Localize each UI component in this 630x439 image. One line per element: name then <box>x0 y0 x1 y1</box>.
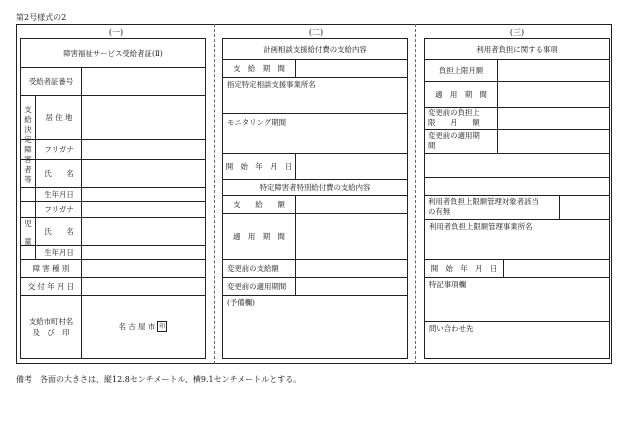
prev-applicable-period-label: 変更前の適用期間 <box>227 281 287 291</box>
issue-date-label: 交 付 年 月 日 <box>27 281 75 291</box>
recipient-number-label: 受給者証番号 <box>28 76 74 86</box>
panel-benefit-details <box>222 38 408 359</box>
furigana-label: フリガナ <box>44 144 74 154</box>
child-dob-label: 生年月日 <box>44 247 74 257</box>
prev-limit-label: 変更前の負担上 <box>428 108 480 117</box>
seal-mark: 印 <box>159 323 166 330</box>
supply-amount-label: 支 給 額 <box>233 199 285 209</box>
child-group-label: 児童 <box>24 219 32 246</box>
seal-label: 及 び 印 <box>32 327 70 337</box>
mgmt-target-label-cont: の有無 <box>428 207 451 216</box>
municipality-value: 名 古 屋 市 <box>118 322 156 331</box>
monitoring-period-label: モニタリング期間 <box>227 118 286 127</box>
panel-divider <box>214 24 215 364</box>
designated-office-label: 指定特定相談支援事業所名 <box>227 80 316 89</box>
applicable-period-label: 適 用 期 間 <box>435 89 487 99</box>
dob-label: 生年月日 <box>44 189 74 199</box>
prev-supply-amount-label: 変更前の支給額 <box>227 263 279 273</box>
prev-limit-label-cont: 限 月 額 <box>428 118 480 127</box>
footnote: 備考 各面の大きさは、縦12.8センチメートル、横9.1センチメートルとする。 <box>16 375 302 384</box>
panel-recipient-certificate <box>20 38 206 359</box>
disability-type-label: 障 害 種 別 <box>32 263 70 273</box>
monthly-limit-label: 負担上限月額 <box>438 65 484 75</box>
form-id: 第2号様式の2 <box>16 13 67 22</box>
panel-title: 計画相談支援給付費の支給内容 <box>263 44 367 54</box>
start-date-label: 開 始 年 月 日 <box>225 161 293 171</box>
applicable-period-label: 適 用 期 間 <box>233 231 285 241</box>
address-label: 居 住 地 <box>45 112 73 122</box>
special-notes-label: 特記事項欄 <box>429 280 466 289</box>
panel-title: 障害福祉サービス受給者証(Ⅱ) <box>63 48 163 58</box>
section-subtitle: 特定障害者特別給付費の支給内容 <box>259 182 371 192</box>
start-date-label: 開 始 年 月 日 <box>430 263 498 273</box>
supply-period-label: 支 給 期 間 <box>233 63 285 73</box>
prev-period-label-cont: 間 <box>428 141 436 150</box>
contact-label: 問い合わせ先 <box>429 324 474 333</box>
child-name-label: 氏 名 <box>44 226 74 236</box>
panel-caption-2: (二) <box>308 28 324 37</box>
panel-user-burden <box>424 38 610 359</box>
child-furigana-label: フリガナ <box>44 204 74 214</box>
prev-period-label: 変更前の適用期 <box>428 131 480 140</box>
municipality-label: 支給市町村名 <box>28 316 74 326</box>
panel-caption-1: (一) <box>108 28 124 37</box>
mgmt-target-label: 利用者負担上限額管理対象者該当 <box>428 197 539 206</box>
panel-divider <box>415 24 416 364</box>
panel-caption-3: (三) <box>509 28 525 37</box>
reserve-field-label: (予備欄) <box>227 298 255 307</box>
recipient-group-label: 支給決定障害者等 <box>24 105 32 184</box>
mgmt-office-label: 利用者負担上限額管理事業所名 <box>429 222 533 231</box>
panel-title: 利用者負担に関する事項 <box>476 44 558 54</box>
name-label: 氏 名 <box>44 168 74 178</box>
